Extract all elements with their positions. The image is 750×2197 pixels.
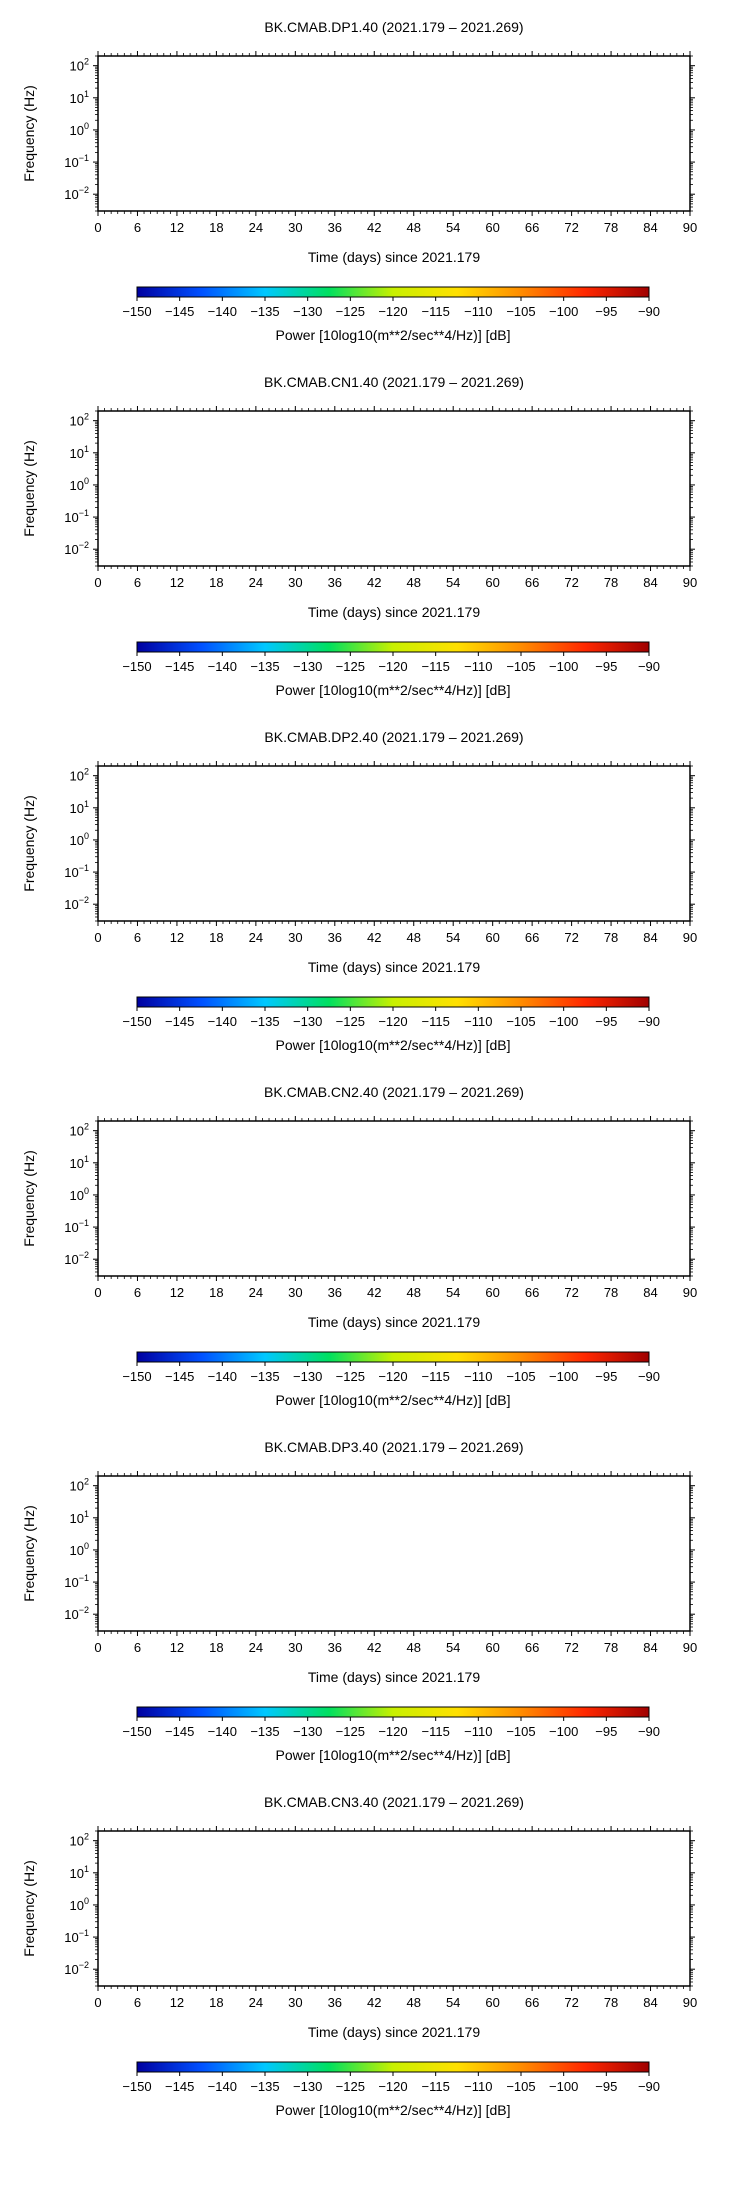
colorbar-tick-label: −90 bbox=[637, 659, 661, 674]
colorbar-label: Power [10log10(m**2/sec**4/Hz)] [dB] bbox=[275, 1392, 511, 1408]
x-tick-label: 36 bbox=[327, 930, 343, 945]
colorbar-label: Power [10log10(m**2/sec**4/Hz)] [dB] bbox=[275, 327, 511, 343]
x-tick-label: 42 bbox=[367, 1995, 382, 2010]
colorbar-tick-label: −95 bbox=[595, 659, 618, 674]
colorbar-tick-label: −150 bbox=[122, 659, 152, 674]
x-tick-label: 42 bbox=[367, 930, 382, 945]
chart-title: BK.CMAB.CN1.40 (2021.179 – 2021.269) bbox=[264, 374, 524, 390]
x-tick-label: 30 bbox=[288, 930, 303, 945]
y-tick-label: $10^0$ bbox=[69, 830, 89, 848]
colorbar-tick-label: −100 bbox=[549, 1014, 579, 1029]
y-axis-label: Frequency (Hz) bbox=[21, 795, 37, 892]
y-tick-label: $10^{-2}$ bbox=[64, 1960, 89, 1978]
colorbar-tick-label: −140 bbox=[207, 659, 237, 674]
x-tick-label: 84 bbox=[643, 1285, 658, 1300]
x-axis-label: Time (days) since 2021.179 bbox=[307, 2024, 481, 2040]
y-tick-label: $10^2$ bbox=[69, 1831, 89, 1849]
y-tick-label: $10^1$ bbox=[69, 1863, 89, 1881]
colorbar-tick-label: −95 bbox=[595, 1014, 618, 1029]
x-tick-label: 72 bbox=[564, 1995, 579, 2010]
chart-title: BK.CMAB.DP1.40 (2021.179 – 2021.269) bbox=[264, 19, 524, 35]
colorbar-tick-label: −145 bbox=[165, 304, 195, 319]
x-tick-label: 18 bbox=[209, 1640, 224, 1655]
colorbar-tick-label: −135 bbox=[250, 1014, 280, 1029]
colorbar-tick-label: −100 bbox=[549, 1369, 579, 1384]
colorbar-tick-label: −150 bbox=[122, 1014, 152, 1029]
x-tick-label: 30 bbox=[288, 220, 303, 235]
x-tick-label: 6 bbox=[133, 220, 142, 235]
x-tick-label: 0 bbox=[94, 1640, 102, 1655]
colorbar-tick-label: −145 bbox=[165, 1724, 195, 1739]
x-tick-label: 12 bbox=[169, 1285, 185, 1300]
colorbar-tick-label: −90 bbox=[637, 2079, 661, 2094]
x-tick-label: 78 bbox=[603, 1995, 619, 2010]
x-axis-label: Time (days) since 2021.179 bbox=[307, 604, 481, 620]
colorbar-tick-label: −105 bbox=[506, 304, 536, 319]
x-tick-label: 60 bbox=[485, 1285, 500, 1300]
colorbar-tick-label: −130 bbox=[293, 1724, 323, 1739]
colorbar-tick-label: −95 bbox=[595, 2079, 618, 2094]
y-tick-label: $10^2$ bbox=[69, 1121, 89, 1139]
colorbar-tick-label: −90 bbox=[637, 1724, 661, 1739]
x-tick-label: 42 bbox=[367, 1285, 382, 1300]
colorbar-tick-label: −100 bbox=[549, 2079, 579, 2094]
x-tick-label: 54 bbox=[445, 930, 461, 945]
x-tick-label: 12 bbox=[169, 575, 185, 590]
x-tick-label: 84 bbox=[643, 1995, 658, 2010]
x-tick-label: 18 bbox=[209, 1285, 224, 1300]
colorbar-tick-label: −135 bbox=[250, 304, 280, 319]
colorbar-tick-label: −110 bbox=[464, 304, 493, 319]
x-tick-label: 78 bbox=[603, 1640, 619, 1655]
x-tick-label: 42 bbox=[367, 575, 382, 590]
y-tick-label: $10^1$ bbox=[69, 1153, 89, 1171]
colorbar-tick-label: −105 bbox=[506, 1724, 536, 1739]
colorbar-tick-label: −95 bbox=[595, 1369, 618, 1384]
colorbar-tick-label: −135 bbox=[250, 1369, 280, 1384]
colorbar-tick-label: −105 bbox=[506, 2079, 536, 2094]
colorbar-tick-label: −115 bbox=[421, 304, 450, 319]
colorbar-label: Power [10log10(m**2/sec**4/Hz)] [dB] bbox=[275, 2102, 511, 2118]
colorbar-tick-label: −125 bbox=[335, 1014, 365, 1029]
x-tick-label: 60 bbox=[485, 220, 500, 235]
y-tick-label: $10^{-1}$ bbox=[64, 508, 89, 526]
colorbar-tick-label: −140 bbox=[207, 1369, 237, 1384]
colorbar bbox=[137, 287, 649, 297]
plot-area bbox=[98, 766, 690, 921]
colorbar-tick-label: −145 bbox=[165, 1369, 195, 1384]
plot-area bbox=[98, 1121, 690, 1276]
colorbar-tick-label: −120 bbox=[378, 1369, 408, 1384]
x-tick-label: 30 bbox=[288, 1995, 303, 2010]
colorbar-tick-label: −130 bbox=[293, 304, 323, 319]
x-axis-label: Time (days) since 2021.179 bbox=[307, 1314, 481, 1330]
colorbar-tick-label: −145 bbox=[165, 2079, 195, 2094]
x-tick-label: 24 bbox=[248, 930, 264, 945]
x-tick-label: 54 bbox=[445, 220, 461, 235]
colorbar-tick-label: −125 bbox=[335, 659, 365, 674]
colorbar-tick-label: −140 bbox=[207, 304, 237, 319]
y-tick-label: $10^{-1}$ bbox=[64, 863, 89, 881]
y-tick-label: $10^{-1}$ bbox=[64, 1928, 89, 1946]
x-tick-label: 66 bbox=[524, 575, 540, 590]
colorbar-tick-label: −110 bbox=[464, 1724, 493, 1739]
x-tick-label: 24 bbox=[248, 575, 264, 590]
x-tick-label: 24 bbox=[248, 1285, 264, 1300]
x-tick-label: 0 bbox=[94, 220, 102, 235]
x-tick-label: 6 bbox=[133, 575, 142, 590]
colorbar-tick-label: −115 bbox=[421, 1724, 450, 1739]
x-tick-label: 12 bbox=[169, 220, 185, 235]
x-tick-label: 30 bbox=[288, 1640, 303, 1655]
y-tick-label: $10^2$ bbox=[69, 1476, 89, 1494]
x-tick-label: 36 bbox=[327, 575, 343, 590]
colorbar bbox=[137, 1352, 649, 1362]
x-tick-label: 84 bbox=[643, 1640, 658, 1655]
x-tick-label: 90 bbox=[682, 1285, 698, 1300]
plot-area bbox=[98, 56, 690, 211]
colorbar-tick-label: −130 bbox=[293, 659, 323, 674]
x-tick-label: 36 bbox=[327, 1640, 343, 1655]
y-tick-label: $10^{-2}$ bbox=[64, 895, 89, 913]
x-tick-label: 54 bbox=[445, 1285, 461, 1300]
x-tick-label: 60 bbox=[485, 930, 500, 945]
colorbar bbox=[137, 997, 649, 1007]
y-tick-label: $10^1$ bbox=[69, 1508, 89, 1526]
x-tick-label: 66 bbox=[524, 1995, 540, 2010]
colorbar-tick-label: −125 bbox=[335, 1369, 365, 1384]
y-tick-label: $10^0$ bbox=[69, 1540, 89, 1558]
x-tick-label: 90 bbox=[682, 930, 698, 945]
x-axis-label: Time (days) since 2021.179 bbox=[307, 249, 481, 265]
y-axis-label: Frequency (Hz) bbox=[21, 440, 37, 537]
plot-area bbox=[98, 411, 690, 566]
colorbar-tick-label: −110 bbox=[464, 659, 493, 674]
x-tick-label: 48 bbox=[406, 575, 421, 590]
x-tick-label: 90 bbox=[682, 575, 698, 590]
y-axis-label: Frequency (Hz) bbox=[21, 1505, 37, 1602]
colorbar-tick-label: −120 bbox=[378, 1724, 408, 1739]
chart-title: BK.CMAB.CN2.40 (2021.179 – 2021.269) bbox=[264, 1084, 524, 1100]
x-tick-label: 30 bbox=[288, 575, 303, 590]
y-tick-label: $10^{-1}$ bbox=[64, 1218, 89, 1236]
x-tick-label: 72 bbox=[564, 220, 579, 235]
y-tick-label: $10^{-1}$ bbox=[64, 1573, 89, 1591]
chart-title: BK.CMAB.CN3.40 (2021.179 – 2021.269) bbox=[264, 1794, 524, 1810]
y-tick-label: $10^1$ bbox=[69, 798, 89, 816]
x-tick-label: 60 bbox=[485, 1995, 500, 2010]
x-tick-label: 66 bbox=[524, 220, 540, 235]
spectrogram-panel-2 bbox=[21, 374, 697, 698]
x-tick-label: 0 bbox=[94, 575, 102, 590]
x-tick-label: 66 bbox=[524, 1285, 540, 1300]
x-tick-label: 54 bbox=[445, 1640, 461, 1655]
x-tick-label: 60 bbox=[485, 575, 500, 590]
colorbar-tick-label: −140 bbox=[207, 2079, 237, 2094]
y-tick-label: $10^0$ bbox=[69, 1185, 89, 1203]
colorbar-tick-label: −150 bbox=[122, 1369, 152, 1384]
x-tick-label: 18 bbox=[209, 220, 224, 235]
spectrogram-panel-6 bbox=[21, 1794, 697, 2118]
plot-area bbox=[98, 1476, 690, 1631]
x-tick-label: 72 bbox=[564, 930, 579, 945]
y-axis-label: Frequency (Hz) bbox=[21, 85, 37, 182]
colorbar-tick-label: −100 bbox=[549, 1724, 579, 1739]
colorbar-tick-label: −120 bbox=[378, 304, 408, 319]
colorbar-tick-label: −105 bbox=[506, 659, 536, 674]
y-tick-label: $10^2$ bbox=[69, 411, 89, 429]
colorbar-tick-label: −120 bbox=[378, 659, 408, 674]
y-tick-label: $10^1$ bbox=[69, 443, 89, 461]
colorbar-tick-label: −100 bbox=[549, 304, 579, 319]
x-tick-label: 24 bbox=[248, 1640, 264, 1655]
colorbar-tick-label: −110 bbox=[464, 2079, 493, 2094]
colorbar bbox=[137, 642, 649, 652]
colorbar-tick-label: −125 bbox=[335, 1724, 365, 1739]
x-axis-label: Time (days) since 2021.179 bbox=[307, 1669, 481, 1685]
colorbar-label: Power [10log10(m**2/sec**4/Hz)] [dB] bbox=[275, 1747, 511, 1763]
x-tick-label: 18 bbox=[209, 575, 224, 590]
colorbar-tick-label: −140 bbox=[207, 1724, 237, 1739]
colorbar-tick-label: −125 bbox=[335, 2079, 365, 2094]
colorbar-tick-label: −90 bbox=[637, 1369, 661, 1384]
y-axis-label: Frequency (Hz) bbox=[21, 1860, 37, 1957]
y-tick-label: $10^{-1}$ bbox=[64, 153, 89, 171]
y-tick-label: $10^0$ bbox=[69, 120, 89, 138]
x-tick-label: 0 bbox=[94, 1995, 102, 2010]
colorbar-tick-label: −150 bbox=[122, 2079, 152, 2094]
x-tick-label: 90 bbox=[682, 1995, 698, 2010]
x-tick-label: 12 bbox=[169, 930, 185, 945]
chart-title: BK.CMAB.DP2.40 (2021.179 – 2021.269) bbox=[264, 729, 524, 745]
colorbar-tick-label: −90 bbox=[637, 1014, 661, 1029]
x-tick-label: 6 bbox=[133, 1995, 142, 2010]
x-tick-label: 66 bbox=[524, 930, 540, 945]
x-tick-label: 72 bbox=[564, 1285, 579, 1300]
colorbar-tick-label: −130 bbox=[293, 2079, 323, 2094]
x-tick-label: 36 bbox=[327, 220, 343, 235]
x-tick-label: 36 bbox=[327, 1285, 343, 1300]
x-tick-label: 48 bbox=[406, 220, 421, 235]
x-tick-label: 24 bbox=[248, 1995, 264, 2010]
y-tick-label: $10^0$ bbox=[69, 1895, 89, 1913]
colorbar-tick-label: −105 bbox=[506, 1014, 536, 1029]
colorbar-tick-label: −140 bbox=[207, 1014, 237, 1029]
x-tick-label: 6 bbox=[133, 930, 142, 945]
colorbar-tick-label: −150 bbox=[122, 304, 152, 319]
x-tick-label: 48 bbox=[406, 930, 421, 945]
x-tick-label: 48 bbox=[406, 1285, 421, 1300]
colorbar-tick-label: −145 bbox=[165, 659, 195, 674]
y-axis-label: Frequency (Hz) bbox=[21, 1150, 37, 1247]
colorbar-tick-label: −125 bbox=[335, 304, 365, 319]
colorbar-tick-label: −110 bbox=[464, 1014, 493, 1029]
x-tick-label: 48 bbox=[406, 1995, 421, 2010]
y-tick-label: $10^2$ bbox=[69, 56, 89, 74]
colorbar-tick-label: −135 bbox=[250, 659, 280, 674]
x-tick-label: 18 bbox=[209, 930, 224, 945]
x-tick-label: 54 bbox=[445, 1995, 461, 2010]
y-tick-label: $10^{-2}$ bbox=[64, 1250, 89, 1268]
x-tick-label: 66 bbox=[524, 1640, 540, 1655]
x-tick-label: 0 bbox=[94, 930, 102, 945]
x-tick-label: 48 bbox=[406, 1640, 421, 1655]
colorbar-tick-label: −105 bbox=[506, 1369, 536, 1384]
spectrogram-panel-4 bbox=[21, 1084, 697, 1408]
x-tick-label: 84 bbox=[643, 220, 658, 235]
y-tick-label: $10^0$ bbox=[69, 475, 89, 493]
x-tick-label: 84 bbox=[643, 575, 658, 590]
x-tick-label: 72 bbox=[564, 1640, 579, 1655]
colorbar-tick-label: −135 bbox=[250, 1724, 280, 1739]
x-tick-label: 42 bbox=[367, 220, 382, 235]
x-tick-label: 42 bbox=[367, 1640, 382, 1655]
plot-area bbox=[98, 1831, 690, 1986]
x-tick-label: 18 bbox=[209, 1995, 224, 2010]
colorbar-tick-label: −95 bbox=[595, 304, 618, 319]
x-tick-label: 36 bbox=[327, 1995, 343, 2010]
x-tick-label: 6 bbox=[133, 1640, 142, 1655]
x-tick-label: 30 bbox=[288, 1285, 303, 1300]
colorbar-tick-label: −145 bbox=[165, 1014, 195, 1029]
colorbar-tick-label: −90 bbox=[637, 304, 661, 319]
x-tick-label: 78 bbox=[603, 575, 619, 590]
spectrogram-panel-1 bbox=[21, 19, 697, 343]
spectrogram-panel-3 bbox=[21, 729, 697, 1053]
colorbar-label: Power [10log10(m**2/sec**4/Hz)] [dB] bbox=[275, 682, 511, 698]
colorbar-tick-label: −95 bbox=[595, 1724, 618, 1739]
x-tick-label: 90 bbox=[682, 1640, 698, 1655]
x-tick-label: 12 bbox=[169, 1995, 185, 2010]
x-tick-label: 6 bbox=[133, 1285, 142, 1300]
colorbar-tick-label: −130 bbox=[293, 1369, 323, 1384]
colorbar bbox=[137, 1707, 649, 1717]
colorbar-tick-label: −135 bbox=[250, 2079, 280, 2094]
colorbar-tick-label: −130 bbox=[293, 1014, 323, 1029]
x-tick-label: 78 bbox=[603, 220, 619, 235]
chart-title: BK.CMAB.DP3.40 (2021.179 – 2021.269) bbox=[264, 1439, 524, 1455]
spectrogram-panel-5 bbox=[21, 1439, 697, 1763]
y-tick-label: $10^{-2}$ bbox=[64, 540, 89, 558]
x-tick-label: 90 bbox=[682, 220, 698, 235]
colorbar-tick-label: −115 bbox=[421, 2079, 450, 2094]
colorbar-tick-label: −100 bbox=[549, 659, 579, 674]
colorbar-tick-label: −150 bbox=[122, 1724, 152, 1739]
colorbar-tick-label: −115 bbox=[421, 1369, 450, 1384]
colorbar-tick-label: −120 bbox=[378, 1014, 408, 1029]
x-tick-label: 78 bbox=[603, 1285, 619, 1300]
x-tick-label: 72 bbox=[564, 575, 579, 590]
colorbar-label: Power [10log10(m**2/sec**4/Hz)] [dB] bbox=[275, 1037, 511, 1053]
y-tick-label: $10^{-2}$ bbox=[64, 1605, 89, 1623]
y-tick-label: $10^1$ bbox=[69, 88, 89, 106]
colorbar bbox=[137, 2062, 649, 2072]
colorbar-tick-label: −115 bbox=[421, 1014, 450, 1029]
x-tick-label: 84 bbox=[643, 930, 658, 945]
x-tick-label: 0 bbox=[94, 1285, 102, 1300]
x-tick-label: 24 bbox=[248, 220, 264, 235]
x-tick-label: 12 bbox=[169, 1640, 185, 1655]
x-tick-label: 60 bbox=[485, 1640, 500, 1655]
colorbar-tick-label: −110 bbox=[464, 1369, 493, 1384]
colorbar-tick-label: −115 bbox=[421, 659, 450, 674]
x-tick-label: 54 bbox=[445, 575, 461, 590]
x-axis-label: Time (days) since 2021.179 bbox=[307, 959, 481, 975]
x-tick-label: 78 bbox=[603, 930, 619, 945]
y-tick-label: $10^{-2}$ bbox=[64, 185, 89, 203]
y-tick-label: $10^2$ bbox=[69, 766, 89, 784]
colorbar-tick-label: −120 bbox=[378, 2079, 408, 2094]
